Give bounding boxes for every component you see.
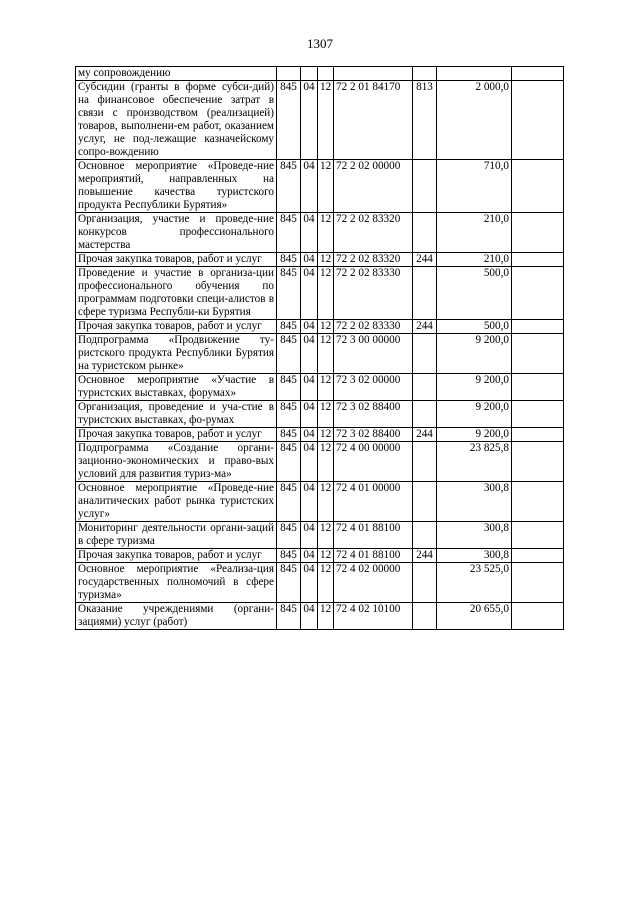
row-name: Прочая закупка товаров, работ и услуг [76,253,277,267]
target-article-code: 72 4 02 00000 [334,563,413,603]
section-code: 04 [301,81,318,160]
empty-cell [512,549,564,563]
expense-type-code: 244 [413,428,437,442]
subsection-code [318,67,334,81]
row-name: Основное мероприятие «Участие в туристских выставках, форумах» [76,374,277,401]
admin-code: 845 [277,253,301,267]
table-row [76,253,564,267]
target-article-code: 72 4 01 00000 [334,482,413,522]
subsection-code: 12 [318,603,334,630]
admin-code: 845 [277,442,301,482]
subsection-code: 12 [318,401,334,428]
row-name: Подпрограмма «Продвижение ту-ристского продукта Республики Бурятия на туристском рынке» [76,334,277,374]
admin-code [277,67,301,81]
subsection-code: 12 [318,522,334,549]
expense-type-code: 244 [413,549,437,563]
amount: 210,0 [437,253,512,267]
section-code: 04 [301,442,318,482]
admin-code: 845 [277,374,301,401]
table-row [76,267,564,320]
amount: 23 525,0 [437,563,512,603]
table-row [76,603,564,630]
admin-code: 845 [277,428,301,442]
admin-code: 845 [277,522,301,549]
admin-code: 845 [277,320,301,334]
amount: 23 825,8 [437,442,512,482]
empty-cell [512,334,564,374]
expense-type-code [413,442,437,482]
admin-code: 845 [277,563,301,603]
subsection-code: 12 [318,253,334,267]
subsection-code: 12 [318,428,334,442]
amount: 300,8 [437,482,512,522]
amount: 710,0 [437,160,512,213]
admin-code: 845 [277,603,301,630]
empty-cell [512,401,564,428]
empty-cell [512,563,564,603]
admin-code: 845 [277,267,301,320]
expense-type-code [413,334,437,374]
subsection-code: 12 [318,160,334,213]
table-row [76,401,564,428]
table-row [76,320,564,334]
amount: 20 655,0 [437,603,512,630]
subsection-code: 12 [318,442,334,482]
amount: 500,0 [437,267,512,320]
target-article-code: 72 4 00 00000 [334,442,413,482]
expense-type-code [413,603,437,630]
row-name: Оказание учреждениями (органи-зациями) услуг (работ) [76,603,277,630]
row-name: Прочая закупка товаров, работ и услуг [76,320,277,334]
expense-type-code [413,267,437,320]
row-name: Проведение и участие в организа-ции профессионального обучения по программам подготовки специ-алистов в сфере туризма Республи-ки Бурятия [76,267,277,320]
empty-cell [512,603,564,630]
amount: 300,8 [437,549,512,563]
empty-cell [512,442,564,482]
section-code: 04 [301,549,318,563]
amount: 9 200,0 [437,401,512,428]
subsection-code: 12 [318,213,334,253]
admin-code: 845 [277,334,301,374]
expense-type-code: 244 [413,253,437,267]
admin-code: 845 [277,401,301,428]
empty-cell [512,320,564,334]
target-article-code: 72 2 02 83320 [334,253,413,267]
table-row [76,428,564,442]
admin-code: 845 [277,81,301,160]
expense-type-code [413,213,437,253]
subsection-code: 12 [318,482,334,522]
subsection-code: 12 [318,320,334,334]
subsection-code: 12 [318,267,334,320]
empty-cell [512,160,564,213]
target-article-code: 72 4 01 88100 [334,549,413,563]
target-article-code: 72 2 02 00000 [334,160,413,213]
subsection-code: 12 [318,374,334,401]
row-name: Организация, участие и проведе-ние конкурсов профессионального мастерства [76,213,277,253]
admin-code: 845 [277,549,301,563]
target-article-code: 72 2 01 84170 [334,81,413,160]
section-code: 04 [301,401,318,428]
empty-cell [512,267,564,320]
amount [437,67,512,81]
empty-cell [512,428,564,442]
row-name: Основное мероприятие «Проведе-ние аналитических работ рынка туристских услуг» [76,482,277,522]
target-article-code: 72 2 02 83320 [334,213,413,253]
section-code: 04 [301,320,318,334]
target-article-code: 72 2 02 83330 [334,320,413,334]
amount: 9 200,0 [437,428,512,442]
section-code: 04 [301,603,318,630]
amount: 300,8 [437,522,512,549]
subsection-code: 12 [318,334,334,374]
row-name: Прочая закупка товаров, работ и услуг [76,549,277,563]
section-code: 04 [301,522,318,549]
expense-type-code [413,160,437,213]
empty-cell [512,522,564,549]
target-article-code: 72 3 02 88400 [334,428,413,442]
table-row [76,334,564,374]
section-code: 04 [301,267,318,320]
target-article-code: 72 3 00 00000 [334,334,413,374]
expense-type-code [413,374,437,401]
row-name: Основное мероприятие «Реализа-ция государственных полномочий в сфере туризма» [76,563,277,603]
row-name: Субсидии (гранты в форме субси-дий) на финансовое обеспечение затрат в связи с производством (реализацией) товаров, выполнени-ем работ, оказанием услуг, не под-лежащие казначейскому сопро-вождению [76,81,277,160]
empty-cell [512,213,564,253]
table-row [76,160,564,213]
empty-cell [512,482,564,522]
table-row [76,482,564,522]
empty-cell [512,253,564,267]
subsection-code: 12 [318,81,334,160]
expense-type-code [413,67,437,81]
section-code: 04 [301,213,318,253]
row-name: Мониторинг деятельности органи-заций в сфере туризма [76,522,277,549]
amount: 500,0 [437,320,512,334]
target-article-code: 72 4 02 10100 [334,603,413,630]
section-code: 04 [301,563,318,603]
target-article-code [334,67,413,81]
section-code: 04 [301,482,318,522]
target-article-code: 72 3 02 00000 [334,374,413,401]
empty-cell [512,374,564,401]
expense-type-code [413,401,437,428]
table-row [76,549,564,563]
subsection-code: 12 [318,563,334,603]
admin-code: 845 [277,160,301,213]
admin-code: 845 [277,213,301,253]
admin-code: 845 [277,482,301,522]
table-row [76,563,564,603]
row-name: Организация, проведение и уча-стие в туристских выставках, фо-румах [76,401,277,428]
table-row [76,374,564,401]
row-name: Прочая закупка товаров, работ и услуг [76,428,277,442]
table-row [76,67,564,81]
amount: 210,0 [437,213,512,253]
table-row [76,442,564,482]
row-name: Основное мероприятие «Проведе-ние мероприятий, направленных на повышение качества туристского продукта Республики Бурятия» [76,160,277,213]
section-code [301,67,318,81]
empty-cell [512,67,564,81]
target-article-code: 72 3 02 88400 [334,401,413,428]
page-number: 1307 [307,36,333,51]
table-row [76,213,564,253]
expense-type-code [413,482,437,522]
section-code: 04 [301,334,318,374]
row-name: му сопровождению [76,67,277,81]
expense-type-code [413,563,437,603]
expense-type-code: 813 [413,81,437,160]
section-code: 04 [301,253,318,267]
expense-type-code: 244 [413,320,437,334]
subsection-code: 12 [318,549,334,563]
row-name: Подпрограмма «Создание органи-зационно-экономических и право-вых условий для развития туриз-ма» [76,442,277,482]
target-article-code: 72 4 01 88100 [334,522,413,549]
table-body [76,67,564,630]
table-row [76,81,564,160]
amount: 9 200,0 [437,334,512,374]
expense-type-code [413,522,437,549]
section-code: 04 [301,428,318,442]
table-row [76,522,564,549]
amount: 9 200,0 [437,374,512,401]
empty-cell [512,81,564,160]
section-code: 04 [301,374,318,401]
section-code: 04 [301,160,318,213]
amount: 2 000,0 [437,81,512,160]
budget-table [75,66,564,630]
target-article-code: 72 2 02 83330 [334,267,413,320]
